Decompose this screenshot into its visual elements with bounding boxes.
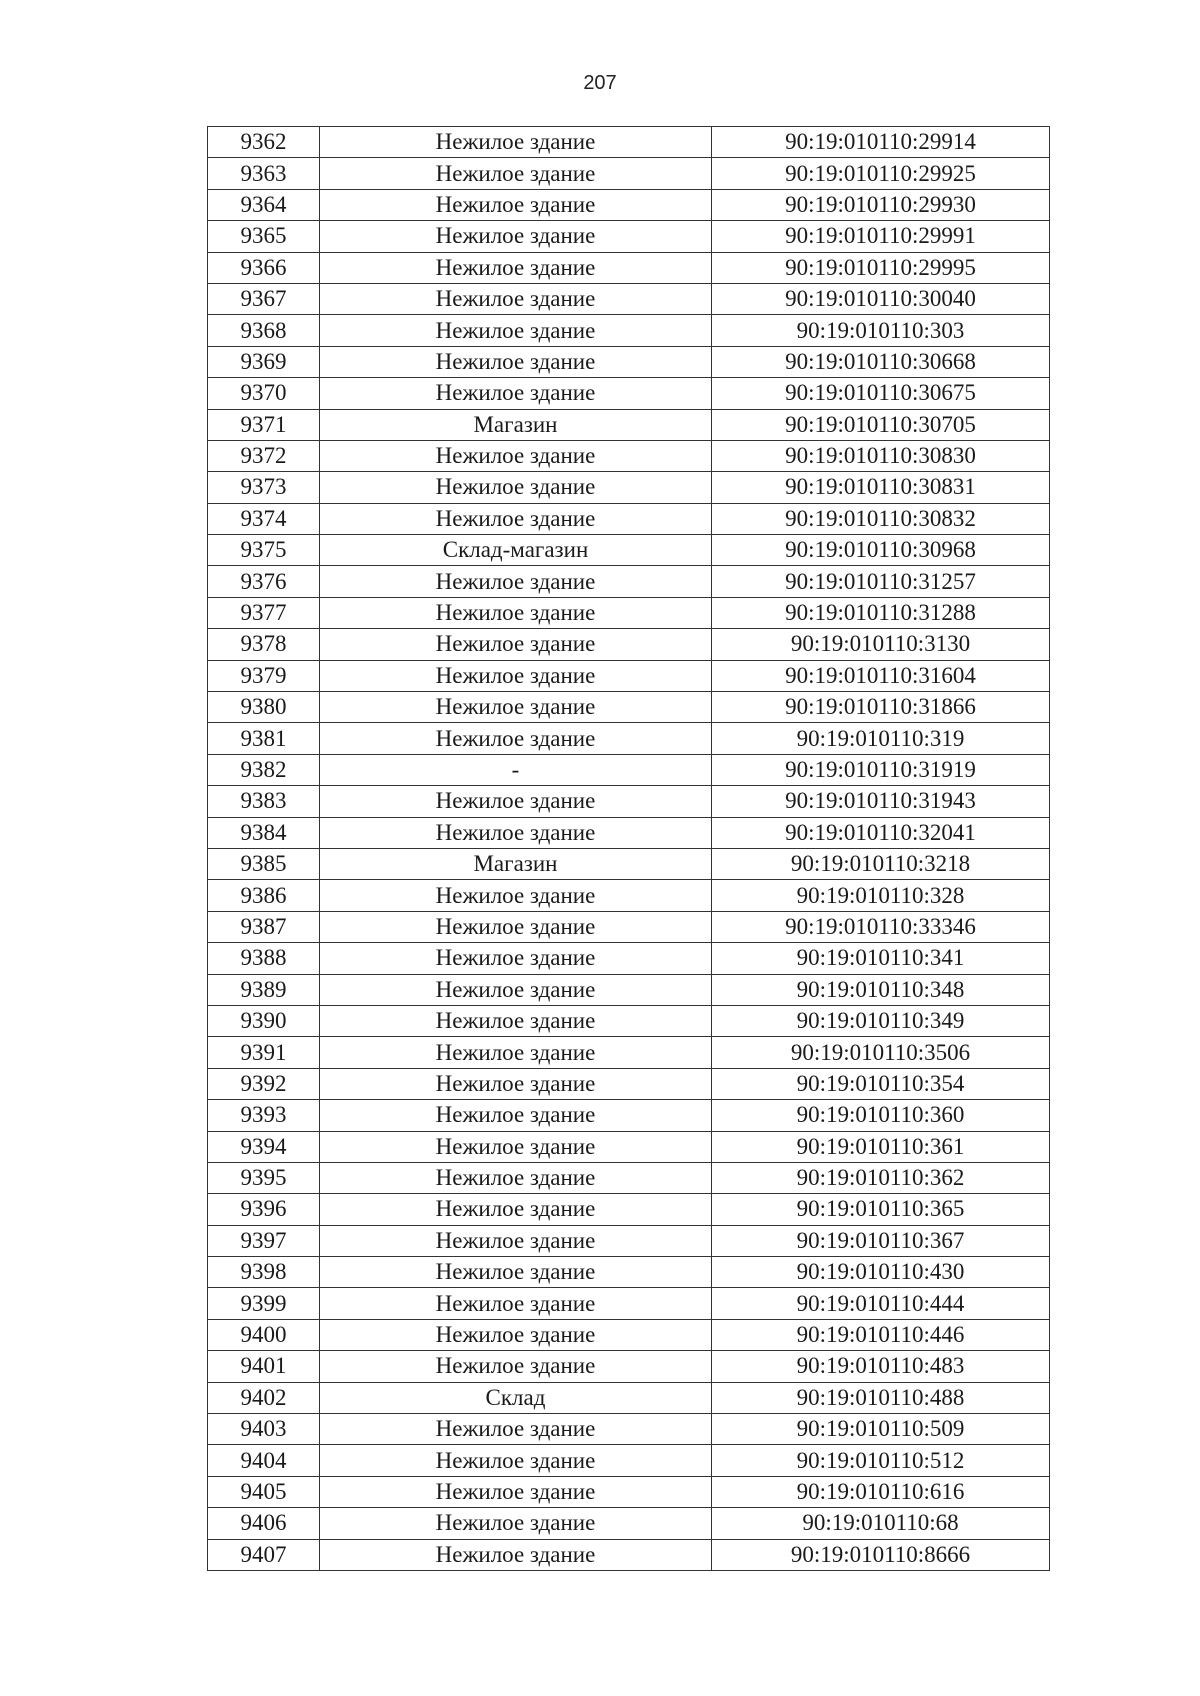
table-row bbox=[208, 1414, 1050, 1445]
table-row bbox=[208, 1257, 1050, 1288]
object-name-cell: Нежилое здание bbox=[320, 378, 712, 409]
object-name-cell: Нежилое здание bbox=[320, 629, 712, 660]
table-row bbox=[208, 1476, 1050, 1507]
cadastral-number-cell: 90:19:010110:354 bbox=[712, 1068, 1050, 1099]
row-number-cell: 9382 bbox=[208, 754, 320, 785]
cadastral-number-cell: 90:19:010110:616 bbox=[712, 1476, 1050, 1507]
table-row bbox=[208, 692, 1050, 723]
row-number-cell: 9373 bbox=[208, 472, 320, 503]
table-row bbox=[208, 1539, 1050, 1570]
cadastral-number-cell: 90:19:010110:509 bbox=[712, 1414, 1050, 1445]
object-name-cell: Нежилое здание bbox=[320, 880, 712, 911]
table-row bbox=[208, 378, 1050, 409]
row-number-cell: 9368 bbox=[208, 315, 320, 346]
row-number-cell: 9387 bbox=[208, 911, 320, 942]
object-name-cell: Нежилое здание bbox=[320, 1037, 712, 1068]
cadastral-number-cell: 90:19:010110:361 bbox=[712, 1131, 1050, 1162]
table-row bbox=[208, 189, 1050, 220]
row-number-cell: 9363 bbox=[208, 158, 320, 189]
table-row bbox=[208, 283, 1050, 314]
row-number-cell: 9401 bbox=[208, 1351, 320, 1382]
cadastral-number-cell: 90:19:010110:319 bbox=[712, 723, 1050, 754]
row-number-cell: 9364 bbox=[208, 189, 320, 220]
cadastral-number-cell: 90:19:010110:328 bbox=[712, 880, 1050, 911]
object-name-cell: Нежилое здание bbox=[320, 252, 712, 283]
row-number-cell: 9406 bbox=[208, 1508, 320, 1539]
table-row bbox=[208, 1162, 1050, 1193]
object-name-cell: Нежилое здание bbox=[320, 723, 712, 754]
object-name-cell: Нежилое здание bbox=[320, 1539, 712, 1570]
table-row bbox=[208, 974, 1050, 1005]
row-number-cell: 9403 bbox=[208, 1414, 320, 1445]
object-name-cell: Нежилое здание bbox=[320, 1414, 712, 1445]
table-row bbox=[208, 315, 1050, 346]
object-name-cell: Нежилое здание bbox=[320, 692, 712, 723]
page-number: 207 bbox=[583, 72, 617, 94]
cadastral-number-cell: 90:19:010110:488 bbox=[712, 1382, 1050, 1413]
cadastral-number-cell: 90:19:010110:30705 bbox=[712, 409, 1050, 440]
cadastral-number-cell: 90:19:010110:29914 bbox=[712, 127, 1050, 158]
table-row bbox=[208, 1131, 1050, 1162]
object-name-cell: Склад bbox=[320, 1382, 712, 1413]
table-row bbox=[208, 127, 1050, 158]
row-number-cell: 9389 bbox=[208, 974, 320, 1005]
cadastral-number-cell: 90:19:010110:30832 bbox=[712, 503, 1050, 534]
row-number-cell: 9395 bbox=[208, 1162, 320, 1193]
cadastral-number-cell: 90:19:010110:3130 bbox=[712, 629, 1050, 660]
table-row bbox=[208, 786, 1050, 817]
row-number-cell: 9390 bbox=[208, 1005, 320, 1036]
table-row bbox=[208, 943, 1050, 974]
object-name-cell: Нежилое здание bbox=[320, 911, 712, 942]
object-name-cell: Нежилое здание bbox=[320, 440, 712, 471]
object-name-cell: Нежилое здание bbox=[320, 503, 712, 534]
table-row bbox=[208, 503, 1050, 534]
object-name-cell: Магазин bbox=[320, 409, 712, 440]
table-row bbox=[208, 848, 1050, 879]
object-name-cell: Нежилое здание bbox=[320, 817, 712, 848]
row-number-cell: 9396 bbox=[208, 1194, 320, 1225]
cadastral-number-cell: 90:19:010110:33346 bbox=[712, 911, 1050, 942]
table-row bbox=[208, 440, 1050, 471]
object-name-cell: Нежилое здание bbox=[320, 660, 712, 691]
row-number-cell: 9400 bbox=[208, 1319, 320, 1350]
table-row bbox=[208, 723, 1050, 754]
table-row bbox=[208, 1037, 1050, 1068]
row-number-cell: 9366 bbox=[208, 252, 320, 283]
object-name-cell: Нежилое здание bbox=[320, 283, 712, 314]
cadastral-number-cell: 90:19:010110:29995 bbox=[712, 252, 1050, 283]
cadastral-number-cell: 90:19:010110:29991 bbox=[712, 221, 1050, 252]
object-name-cell: Нежилое здание bbox=[320, 566, 712, 597]
cadastral-number-cell: 90:19:010110:29925 bbox=[712, 158, 1050, 189]
row-number-cell: 9376 bbox=[208, 566, 320, 597]
object-name-cell: Нежилое здание bbox=[320, 1005, 712, 1036]
table-row bbox=[208, 754, 1050, 785]
cadastral-number-cell: 90:19:010110:446 bbox=[712, 1319, 1050, 1350]
cadastral-number-cell: 90:19:010110:31866 bbox=[712, 692, 1050, 723]
row-number-cell: 9362 bbox=[208, 127, 320, 158]
row-number-cell: 9393 bbox=[208, 1100, 320, 1131]
cadastral-number-cell: 90:19:010110:31257 bbox=[712, 566, 1050, 597]
row-number-cell: 9367 bbox=[208, 283, 320, 314]
object-name-cell: Нежилое здание bbox=[320, 1225, 712, 1256]
table-row bbox=[208, 566, 1050, 597]
cadastral-number-cell: 90:19:010110:32041 bbox=[712, 817, 1050, 848]
row-number-cell: 9378 bbox=[208, 629, 320, 660]
object-name-cell: Магазин bbox=[320, 848, 712, 879]
row-number-cell: 9381 bbox=[208, 723, 320, 754]
row-number-cell: 9404 bbox=[208, 1445, 320, 1476]
row-number-cell: 9370 bbox=[208, 378, 320, 409]
row-number-cell: 9402 bbox=[208, 1382, 320, 1413]
cadastral-number-cell: 90:19:010110:303 bbox=[712, 315, 1050, 346]
cadastral-number-cell: 90:19:010110:360 bbox=[712, 1100, 1050, 1131]
cadastral-number-cell: 90:19:010110:31288 bbox=[712, 597, 1050, 628]
object-name-cell: Нежилое здание bbox=[320, 1100, 712, 1131]
row-number-cell: 9365 bbox=[208, 221, 320, 252]
table-row bbox=[208, 252, 1050, 283]
table-row bbox=[208, 1382, 1050, 1413]
object-name-cell: Нежилое здание bbox=[320, 1068, 712, 1099]
cadastral-number-cell: 90:19:010110:30675 bbox=[712, 378, 1050, 409]
table-row bbox=[208, 472, 1050, 503]
row-number-cell: 9383 bbox=[208, 786, 320, 817]
cadastral-number-cell: 90:19:010110:3218 bbox=[712, 848, 1050, 879]
cadastral-number-cell: 90:19:010110:29930 bbox=[712, 189, 1050, 220]
object-name-cell: Нежилое здание bbox=[320, 346, 712, 377]
cadastral-number-cell: 90:19:010110:341 bbox=[712, 943, 1050, 974]
table-row bbox=[208, 409, 1050, 440]
cadastral-number-cell: 90:19:010110:31943 bbox=[712, 786, 1050, 817]
object-name-cell: Нежилое здание bbox=[320, 1257, 712, 1288]
row-number-cell: 9405 bbox=[208, 1476, 320, 1507]
object-name-cell: Нежилое здание bbox=[320, 1162, 712, 1193]
table-row bbox=[208, 1100, 1050, 1131]
row-number-cell: 9399 bbox=[208, 1288, 320, 1319]
table-row bbox=[208, 911, 1050, 942]
table-row bbox=[208, 1225, 1050, 1256]
object-name-cell: Нежилое здание bbox=[320, 127, 712, 158]
object-name-cell: Нежилое здание bbox=[320, 1288, 712, 1319]
object-name-cell: Нежилое здание bbox=[320, 1194, 712, 1225]
object-name-cell: Нежилое здание bbox=[320, 1445, 712, 1476]
table-row bbox=[208, 346, 1050, 377]
cadastral-number-cell: 90:19:010110:348 bbox=[712, 974, 1050, 1005]
table-row bbox=[208, 1194, 1050, 1225]
table-row bbox=[208, 1351, 1050, 1382]
row-number-cell: 9407 bbox=[208, 1539, 320, 1570]
row-number-cell: 9377 bbox=[208, 597, 320, 628]
cadastral-number-cell: 90:19:010110:512 bbox=[712, 1445, 1050, 1476]
object-name-cell: Нежилое здание bbox=[320, 221, 712, 252]
registry-table-body bbox=[208, 127, 1050, 1571]
cadastral-number-cell: 90:19:010110:365 bbox=[712, 1194, 1050, 1225]
cadastral-number-cell: 90:19:010110:444 bbox=[712, 1288, 1050, 1319]
cadastral-number-cell: 90:19:010110:68 bbox=[712, 1508, 1050, 1539]
table-row bbox=[208, 535, 1050, 566]
row-number-cell: 9388 bbox=[208, 943, 320, 974]
cadastral-number-cell: 90:19:010110:362 bbox=[712, 1162, 1050, 1193]
object-name-cell: Склад-магазин bbox=[320, 535, 712, 566]
table-row bbox=[208, 629, 1050, 660]
row-number-cell: 9380 bbox=[208, 692, 320, 723]
object-name-cell: Нежилое здание bbox=[320, 974, 712, 1005]
cadastral-number-cell: 90:19:010110:30040 bbox=[712, 283, 1050, 314]
row-number-cell: 9372 bbox=[208, 440, 320, 471]
table-row bbox=[208, 880, 1050, 911]
cadastral-number-cell: 90:19:010110:430 bbox=[712, 1257, 1050, 1288]
table-row bbox=[208, 1068, 1050, 1099]
row-number-cell: 9397 bbox=[208, 1225, 320, 1256]
table-row bbox=[208, 221, 1050, 252]
table-row bbox=[208, 597, 1050, 628]
cadastral-number-cell: 90:19:010110:483 bbox=[712, 1351, 1050, 1382]
cadastral-number-cell: 90:19:010110:3506 bbox=[712, 1037, 1050, 1068]
row-number-cell: 9369 bbox=[208, 346, 320, 377]
object-name-cell: Нежилое здание bbox=[320, 158, 712, 189]
row-number-cell: 9384 bbox=[208, 817, 320, 848]
cadastral-number-cell: 90:19:010110:31919 bbox=[712, 754, 1050, 785]
object-name-cell: Нежилое здание bbox=[320, 1319, 712, 1350]
table-row bbox=[208, 158, 1050, 189]
table-row bbox=[208, 1005, 1050, 1036]
cadastral-number-cell: 90:19:010110:349 bbox=[712, 1005, 1050, 1036]
row-number-cell: 9398 bbox=[208, 1257, 320, 1288]
cadastral-number-cell: 90:19:010110:367 bbox=[712, 1225, 1050, 1256]
row-number-cell: 9394 bbox=[208, 1131, 320, 1162]
table-row bbox=[208, 1288, 1050, 1319]
row-number-cell: 9379 bbox=[208, 660, 320, 691]
row-number-cell: 9392 bbox=[208, 1068, 320, 1099]
object-name-cell: Нежилое здание bbox=[320, 315, 712, 346]
property-registry-table bbox=[207, 126, 1050, 1571]
object-name-cell: Нежилое здание bbox=[320, 1131, 712, 1162]
cadastral-number-cell: 90:19:010110:30668 bbox=[712, 346, 1050, 377]
cadastral-number-cell: 90:19:010110:8666 bbox=[712, 1539, 1050, 1570]
table-row bbox=[208, 817, 1050, 848]
table-row bbox=[208, 1445, 1050, 1476]
object-name-cell: Нежилое здание bbox=[320, 1508, 712, 1539]
object-name-cell: Нежилое здание bbox=[320, 943, 712, 974]
cadastral-number-cell: 90:19:010110:30831 bbox=[712, 472, 1050, 503]
table-row bbox=[208, 1319, 1050, 1350]
object-name-cell: Нежилое здание bbox=[320, 472, 712, 503]
object-name-cell: Нежилое здание bbox=[320, 786, 712, 817]
row-number-cell: 9374 bbox=[208, 503, 320, 534]
cadastral-number-cell: 90:19:010110:30968 bbox=[712, 535, 1050, 566]
row-number-cell: 9371 bbox=[208, 409, 320, 440]
cadastral-number-cell: 90:19:010110:30830 bbox=[712, 440, 1050, 471]
row-number-cell: 9391 bbox=[208, 1037, 320, 1068]
object-name-cell: - bbox=[320, 754, 712, 785]
table-row bbox=[208, 1508, 1050, 1539]
table-row bbox=[208, 660, 1050, 691]
object-name-cell: Нежилое здание bbox=[320, 597, 712, 628]
object-name-cell: Нежилое здание bbox=[320, 189, 712, 220]
row-number-cell: 9386 bbox=[208, 880, 320, 911]
row-number-cell: 9385 bbox=[208, 848, 320, 879]
object-name-cell: Нежилое здание bbox=[320, 1476, 712, 1507]
row-number-cell: 9375 bbox=[208, 535, 320, 566]
object-name-cell: Нежилое здание bbox=[320, 1351, 712, 1382]
cadastral-number-cell: 90:19:010110:31604 bbox=[712, 660, 1050, 691]
